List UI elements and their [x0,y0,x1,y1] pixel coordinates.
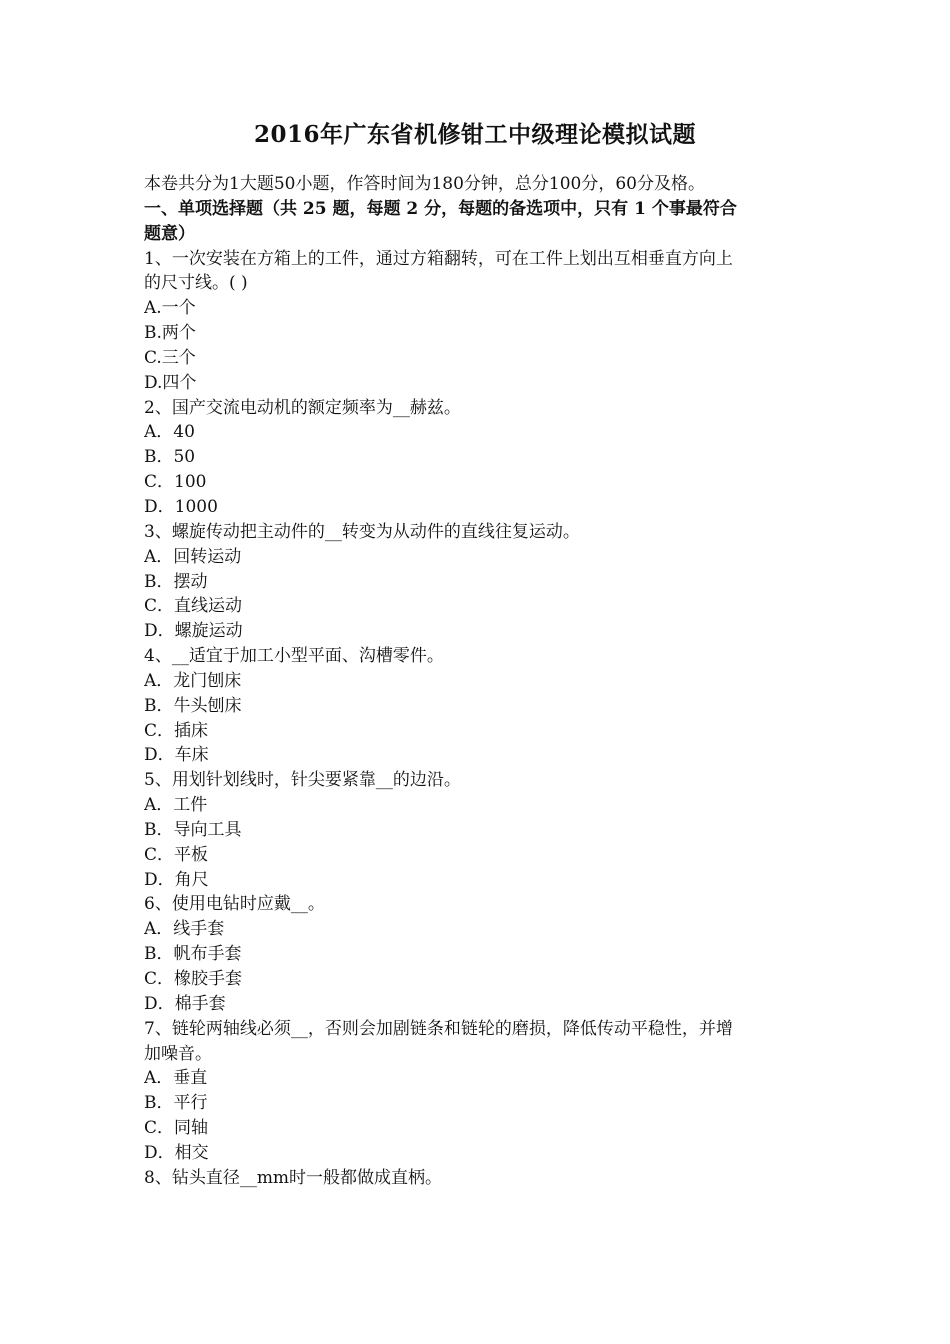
question-stem: 6、使用电钻时应戴__。 [144,894,325,915]
option-c: C．100 [144,472,207,493]
question-stem: 的尺寸线。( ) [144,273,248,294]
option-d: D．相交 [144,1142,209,1163]
question-stem: 7、链轮两轴线必须__，否则会加剧链条和链轮的磨损，降低传动平稳性，并增 [144,1018,733,1039]
option-b: B．摆动 [144,571,208,592]
option-a: A．回转运动 [144,546,242,567]
option-c: C．橡胶手套 [144,969,243,989]
option-c: C．插床 [144,720,209,741]
option-c: C．平板 [144,844,209,865]
question-6 [144,892,810,1016]
question-5 [144,768,810,892]
option-b: B．平行 [144,1093,208,1114]
option-c: C．直线运动 [144,596,243,617]
option-d: D．车床 [144,745,209,766]
section-heading-line: 一、单项选择题（共 25 题，每题 2 分，每题的备选项中，只有 1 个事最符合 [144,198,737,219]
question-8 [144,1166,810,1191]
question-stem: 2、国产交流电动机的额定频率为__赫兹。 [144,397,461,418]
question-stem: 4、__适宜于加工小型平面、沟槽零件。 [144,646,444,667]
question-3 [144,520,810,644]
option-c: C．同轴 [144,1118,209,1139]
option-a: A．线手套 [144,919,225,940]
question-stem: 加噪音。 [144,1043,212,1064]
question-1 [144,247,810,396]
document-body [144,172,810,1191]
question-stem: 5、用划针划线时，针尖要紧靠__的边沿。 [144,770,461,791]
section-heading-line: 题意） [144,223,195,244]
option-b: B．导向工具 [144,819,242,840]
option-d: D．1000 [144,496,218,517]
section-heading [144,197,810,247]
exam-intro: 本卷共分为1大题50小题，作答时间为180分钟，总分100分，60分及格。 [144,174,705,194]
page-title: 2016年广东省机修钳工中级理论模拟试题 [253,121,696,148]
option-c: C.三个 [144,347,196,368]
option-b: B．帆布手套 [144,944,242,965]
option-b: B.两个 [144,323,196,344]
question-stem: 1、一次安装在方箱上的工件，通过方箱翻转，可在工件上划出互相垂直方向上 [144,248,733,269]
option-a: A．龙门刨床 [144,670,242,691]
question-7 [144,1017,810,1166]
option-d: D.四个 [144,372,197,393]
option-d: D．棉手套 [144,993,226,1014]
question-2 [144,396,810,520]
option-a: A．工件 [144,795,208,816]
option-b: B．50 [144,447,196,468]
option-a: A．40 [144,422,195,443]
question-stem: 8、钻头直径__mm时一般都做成直柄。 [144,1167,443,1188]
option-d: D．螺旋运动 [144,621,243,642]
option-a: A．垂直 [144,1068,208,1089]
question-4 [144,644,810,768]
question-stem: 3、螺旋传动把主动件的__转变为从动件的直线往复运动。 [144,521,580,542]
option-a: A.一个 [144,298,196,319]
option-b: B．牛头刨床 [144,695,242,716]
option-d: D．角尺 [144,869,209,890]
